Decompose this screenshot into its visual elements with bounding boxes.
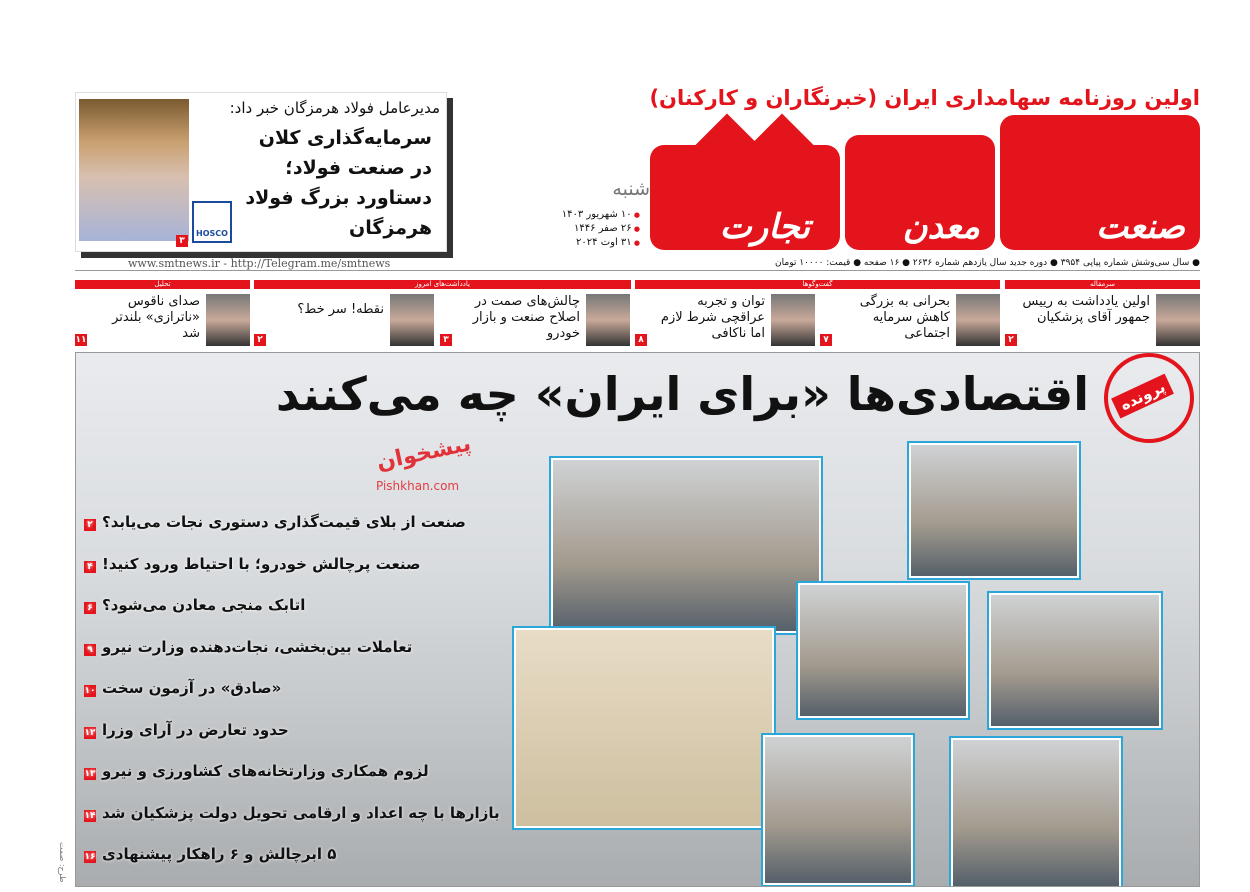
story-title: صنعت پرچالش خودرو؛ با احتیاط ورود کنید! [102,554,421,573]
story-item[interactable] [84,638,554,680]
author-photo [771,294,815,346]
section-analysis-label: تحلیل [75,280,250,289]
divider [75,270,1200,271]
story-item[interactable] [84,762,554,804]
story-title: ۵ ابرچالش و ۶ راهکار پیشنهادی [102,845,337,863]
story-item[interactable] [84,804,554,846]
page-badge: ۱۱ [75,335,87,345]
section-notes-label: یادداشت‌های امروز [254,280,631,289]
stamp-label: پرونده [1111,373,1174,418]
author-photo [206,294,250,346]
website-urls[interactable]: www.smtnews.ir - http://Telegram.me/smtnews [128,257,391,270]
story-item[interactable] [84,721,554,763]
page-badge: ۱۶ [84,852,96,862]
author-photo [586,294,630,346]
story-title: بازارها با چه اعداد و ارقامی تحویل دولت پزشکیان شد [102,803,500,822]
analysis-item[interactable] [75,292,250,348]
page-badge: ۱۴ [84,810,96,821]
item-title: اولین یادداشت به رییس جمهور آقای پزشکیان [1022,294,1150,325]
story-title: «صادق» در آزمون سخت [102,679,282,697]
page-badge: ۲ [1005,334,1017,346]
date-solar: ● ۱۰ شهریور ۱۴۰۳ [562,209,640,220]
ministry-roads-photo [798,583,968,718]
interview-item[interactable] [635,292,815,348]
section-editorial-label: سرمقاله [1005,280,1200,289]
note-item[interactable] [254,292,434,348]
item-title: نقطه! سر خط؟ [297,302,384,317]
item-title: صدای ناقوس «ناترازی» بلندتر شد [112,294,200,341]
story-item[interactable] [84,555,554,597]
story-list [84,513,554,887]
author-photo [1156,294,1200,346]
story-item[interactable] [84,596,554,638]
page-badge: ۳ [440,334,452,346]
tagline: اولین روزنامه سهامداری ایران (خبرنگاران و کارکنان) [649,86,1200,110]
page-badge: ۲ [84,519,96,531]
story-title: تعاملات بین‌بخشی، نجات‌دهنده وزارت نیرو [102,637,413,656]
ministry-labor-photo [951,738,1121,887]
teaser-box[interactable] [75,92,447,252]
dossier-stamp [1104,353,1194,443]
watermark: پیشخوان [374,431,474,476]
page-badge: ۳ [176,235,188,247]
design-credit: طرح: صمت [58,842,67,883]
teaser-title: سرمایه‌گذاری کلان در صنعت فولاد؛ دستاورد بزرگ فولاد هرمزگان [245,127,432,239]
page-badge: ۱۰ [84,686,96,696]
main-feature [75,352,1200,887]
date-gregorian: ● ۳۱ اوت ۲۰۲۴ [576,237,640,248]
watermark-url: Pishkhan.com [376,479,460,493]
story-item[interactable] [84,679,554,721]
editorial-item[interactable] [1005,292,1200,348]
page-badge: ۲ [254,334,266,346]
author-photo [956,294,1000,346]
note-item[interactable] [440,292,630,348]
ministry-agriculture-photo [763,735,913,885]
newspaper-logo [650,115,1200,255]
item-title: چالش‌های صمت در اصلاح صنعت و بازار خودرو [472,294,580,341]
ministry-energy-photo [551,458,821,633]
ministry-industry-photo [989,593,1161,728]
page-badge: ۹ [84,644,96,656]
page-badge: ۴ [84,561,96,573]
issue-dates [540,208,640,250]
issue-info: ● سال سی‌وشش شماره پیاپی ۳۹۵۴ ● دوره جدید سال یازدهم شماره ۲۶۳۶ ● ۱۶ صفحه ● قیمت: ۱۰۰۰۰ تومان [775,258,1200,268]
item-title: توان و تجربه عراقچی شرط لازم اما ناکافی [660,294,765,341]
story-title: اتابک منجی معادن می‌شود؟ [102,596,306,614]
page-badge: ۶ [84,602,96,614]
page-badge: ۸ [635,334,647,346]
item-title: بحرانی به بزرگی کاهش سرمایه اجتماعی [859,294,950,341]
date-lunar: ● ۲۶ صفر ۱۴۴۶ [574,223,640,234]
logo-word-madan: معدن [902,207,980,247]
main-headline[interactable]: اقتصادی‌ها «برای ایران» چه می‌کنند [275,367,1089,421]
teaser-kicker: مدیرعامل فولاد هرمزگان خبر داد: [229,99,440,117]
page-badge: ۱۳ [84,769,96,779]
author-photo [390,294,434,346]
interview-item[interactable] [820,292,1000,348]
story-item[interactable] [84,845,554,887]
weekday: شنبه [612,178,650,200]
page-badge: ۷ [820,334,832,346]
story-title: لزوم همکاری وزارتخانه‌های کشاورزی و نیرو [102,762,429,780]
ministry-oil-photo [909,443,1079,578]
logo-word-sanat: صنعت [1096,207,1185,247]
page-badge: ۱۲ [84,727,96,738]
story-title: صنعت از بلای قیمت‌گذاری دستوری نجات می‌یابد؟ [102,513,466,531]
story-item[interactable] [84,513,554,555]
logo-word-tejarat: تجارت [719,207,810,247]
section-interviews-label: گفت‌وگوها [635,280,1000,289]
story-title: حدود تعارض در آرای وزرا [102,720,289,739]
hosco-logo: HOSCO [192,201,232,243]
teaser-photo [79,99,189,241]
